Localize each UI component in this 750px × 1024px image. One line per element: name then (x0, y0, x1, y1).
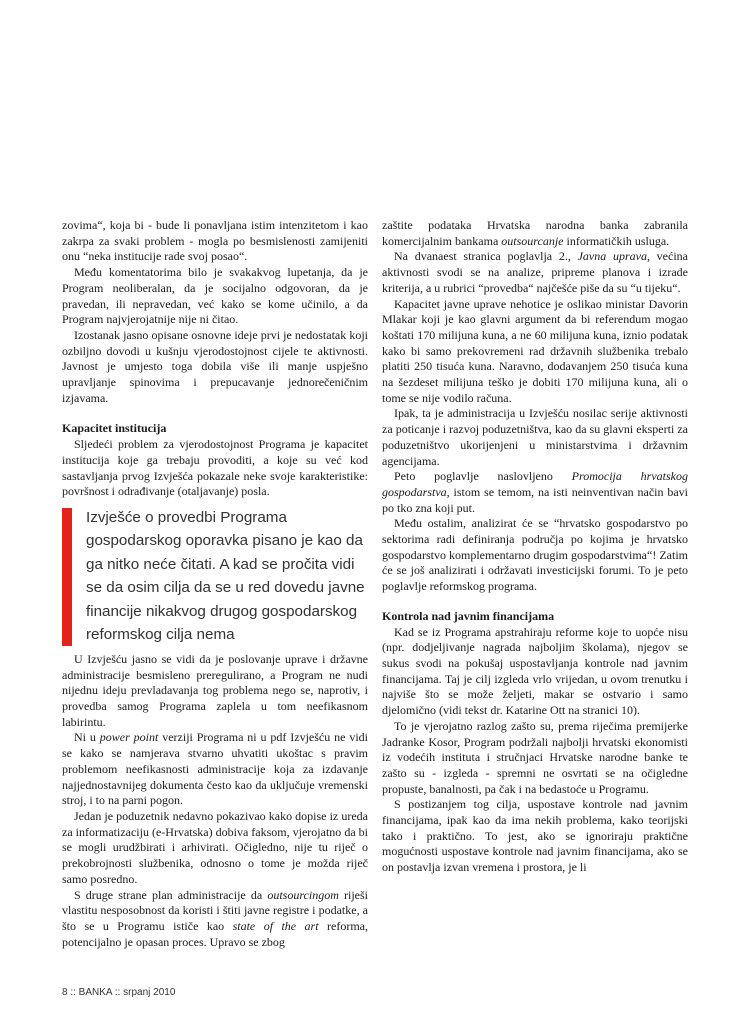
paragraph: zaštite podataka Hrvatska narodna banka zabranila komercijalnim bankama outsourcanje informatičkih usluga. (382, 218, 688, 248)
right-column (382, 218, 688, 876)
paragraph: U Izvješću jasno se vidi da je poslovanje uprave i državne administracije besmisleno preregulirano, a Program ne nudi nijednu ideju prevladavanja tog problema nego se, naprotiv, i provedba samog Programa zaplela u tom neefikasnom labirintu. (62, 651, 368, 729)
paragraph: Kad se iz Programa apstrahiraju reforme koje to uopće nisu (npr. dodjeljivanje nagrada najboljim školama), njegov se sukus svodi na pokušaj uspostavljanja kontrole nad javnim financijama. Taj je cilj izgleda vrlo vrijedan, u ovom trenutku i najviše što se može željeti, makar se ostvario i samo djelomično (vidi tekst dr. Katarine Ott na stranici 10). (382, 624, 688, 718)
paragraph: Među komentatorima bilo je svakakvog lupetanja, da je Program neoliberalan, da je socijalno odgovoran, da je pravedan, ili nepravedan, već kako se kome učinilo, a da Program najvjerojatnije nije ni čitao. (62, 265, 368, 327)
pull-quote (62, 506, 368, 646)
paragraph: Ni u power point verziji Programa ni u pdf Izvješću ne vidi se kako se namjerava stvarno uhvatiti ukoštac s pravim problemom neefikasnosti administracije koja za izdavanje najjednostavnijeg dokumenta često kao da uključuje vremenski stroj, i to na parni pogon. (62, 730, 369, 808)
paragraph: Ipak, ta je administracija u Izvješću nosilac serije aktivnosti za poticanje i razvoj poduzetništva, kao da su glavni eksperti za poduzetništvo ukorijenjeni u ministarstvima i državnim agencijama. (382, 406, 688, 468)
paragraph: Peto poglavlje naslovljeno Promocija hrvatskog gospodarstva, istom se temom, na isti neinventivan način bavi po tko zna koji put. (382, 469, 688, 515)
left-column (62, 218, 368, 950)
section-heading: Kontrola nad javnim financijama (382, 608, 555, 623)
section-heading: Kapacitet institucija (62, 421, 167, 436)
page-footer: 8 :: BANKA :: srpanj 2010 (62, 987, 176, 998)
paragraph: S druge strane plan administracije da outsourcingom riješi vlastitu nesposobnost da koristi i štiti javne registre i podatke, a što se u Programu ističe kao state of the art reforma, potencijalno je opasan proces. Upravo se zbog (62, 887, 369, 949)
paragraph: Jedan je poduzetnik nedavno pokazivao kako dopise iz ureda za informatizaciju (e-Hrvatska) dobiva faksom, vjerojatno da bi se mogli urudžbirati i arhivirati. Očigledno, nije tu riječ o prekobrojnosti službenika, odnosno o tome je možda riječ samo posredno. (62, 808, 368, 886)
paragraph: To je vjerojatno razlog zašto su, prema riječima premijerke Jadranke Kosor, Program podržali najbolji hrvatski ekonomisti iz vodećih instituta i stručnjaci Hrvatske narodne banke te zašto su - izgleda - spremni ne osvrtati se na očigledne propuste, banalnosti, pa čak i na bedastoće u Programu. (382, 718, 688, 796)
paragraph: Sljedeći problem za vjerodostojnost Programa je kapacitet institucija koje ga trebaju provoditi, a koje su već kod sastavljanja prvog Izvješća pokazale neke svoje karakteristike: površnost i odrađivanje (otaljavanje) posla. (62, 437, 368, 499)
paragraph: Izostanak jasno opisane osnovne ideje prvi je nedostatak koji ozbiljno dovodi u kušnju vjerodostojnost cijele te aktivnosti. Javnost je umjesto toga dobila više ili manje uspješno upravljanje spinovima i prepucavanje jednorečeničnim izjavama. (62, 327, 368, 405)
paragraph: S postizanjem tog cilja, uspostave kontrole nad javnim financijama, ipak kao da ima nekih problema, kako teorijski tako i praktično. To jest, ako se ignoriraju praktične mogućnosti uspostave kontrole nad javnim financijama, ako se on postavlja izvan vremena i prostora, je li (382, 797, 688, 875)
paragraph: Među ostalim, analizirat će se “hrvatsko gospodarstvo po sektorima radi definiranja područja po kojima je hrvatsko gospodarstvo komplementarno drugim gospodarstvima“! Zatim će se još analizirati i održavati investicijski forumi. To je peto poglavlje reformskog programa. (382, 516, 688, 594)
paragraph: zovima“, koja bi - bude li ponavljana istim intenzitetom i kao zakrpa za svaki problem - mogla po besmislenosti zamijeniti onu “neka institucije rade svoj posao“. (62, 218, 368, 264)
paragraph: Kapacitet javne uprave nehotice je oslikao ministar Davorin Mlakar koji je kao glavni argument da bi referendum mogao koštati 170 milijuna kuna, a ne 60 milijuna kuna, iznio podatak kako bi samo prekovremeni rad državnih službenika trebalo platiti 250 tisuća kuna. Naravno, dodavanjem 250 tisuća kuna na šezdeset milijuna teško je dobiti 170 milijuna kuna, ali o tome se nije vodilo računa. (382, 296, 688, 405)
pull-quote-text: Izvješće o provedbi Programa gospodarskog oporavka pisano je kao da ga nitko neće čitati. A kad se pročita vidi se da osim cilja da se u red dovedu javne financije nikakvog drugog gospodarskog reformskog cilja nema (86, 508, 365, 644)
pull-quote-accent-bar (62, 508, 72, 646)
paragraph: Na dvanaest stranica poglavlja 2., Javna uprava, većina aktivnosti svodi se na analize, pripreme planova i izrade kriterija, a u rubrici “provedba“ najčešće piše da su “u tijeku“. (382, 249, 688, 295)
